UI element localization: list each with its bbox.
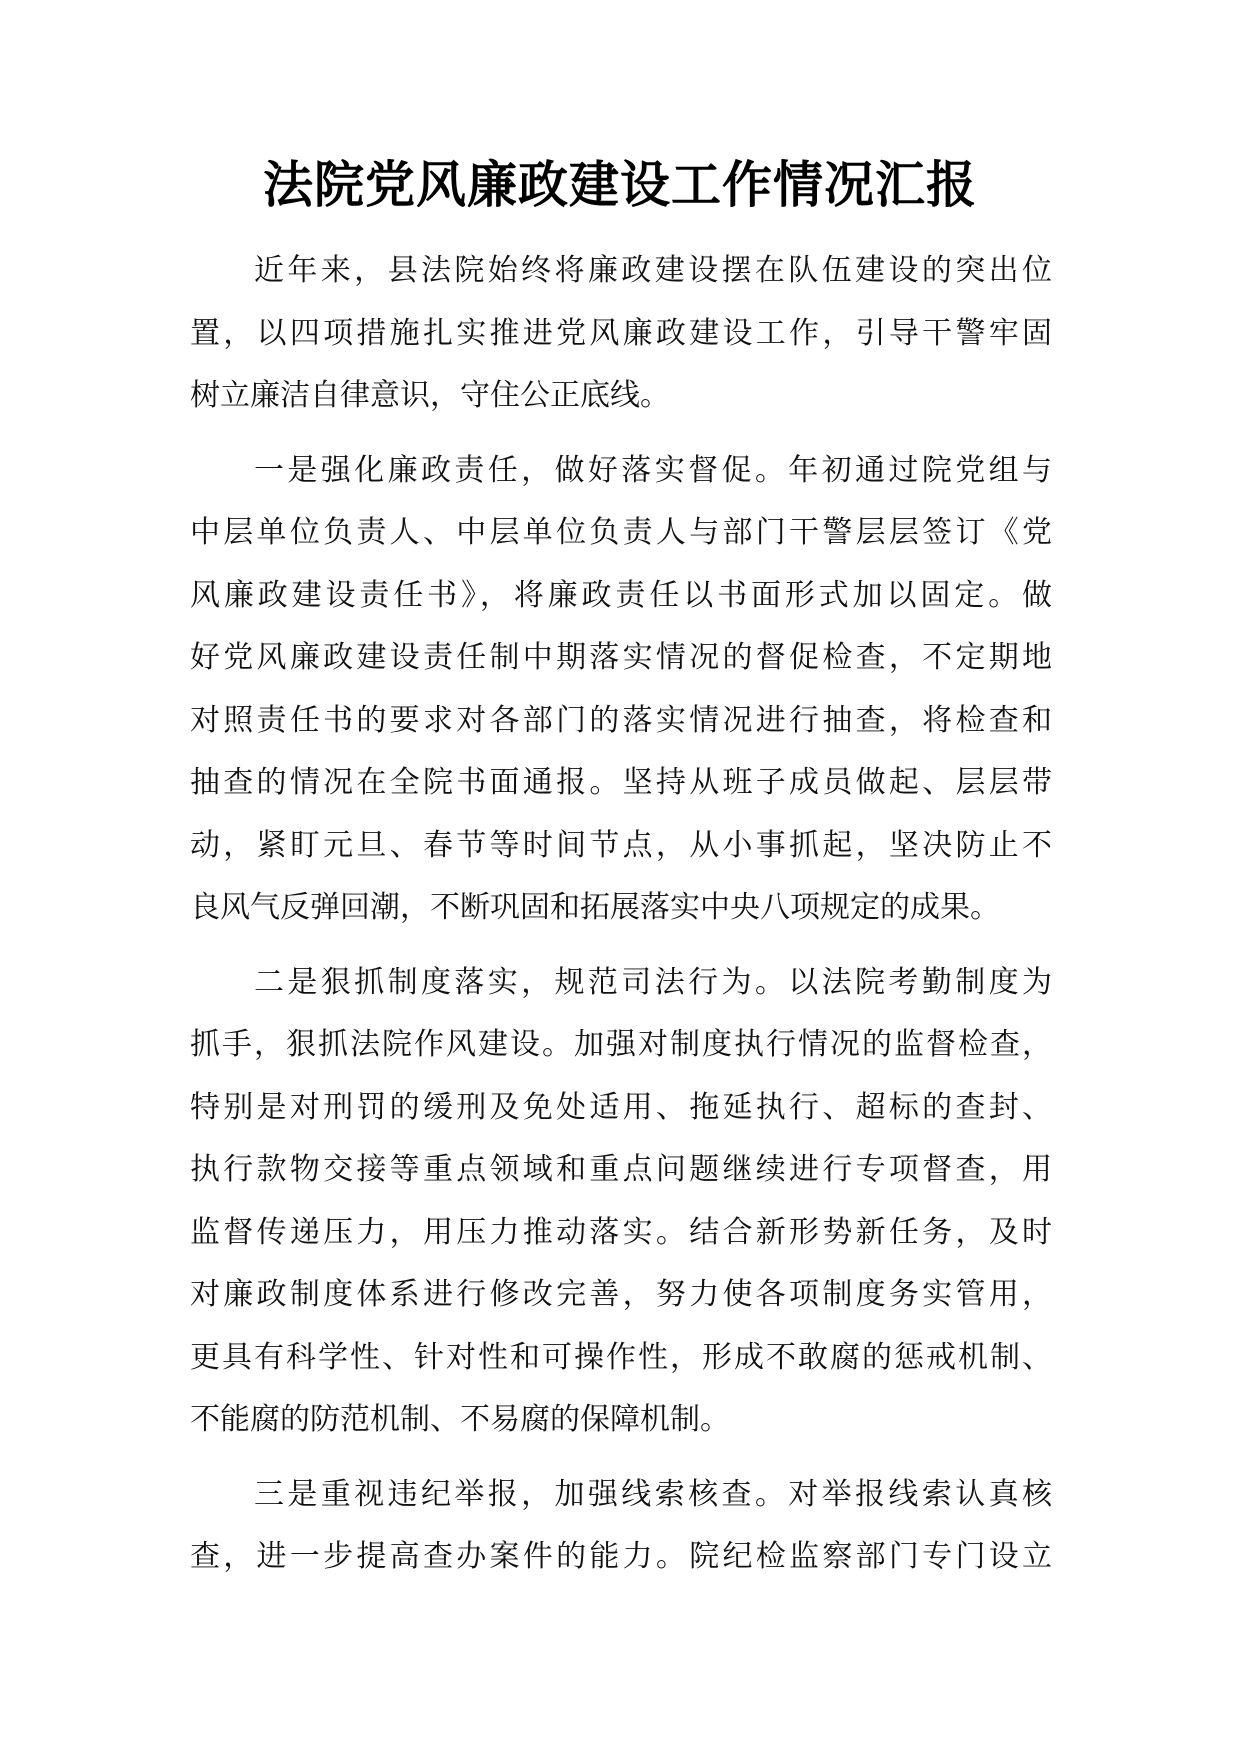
document-body (190, 240, 1052, 1589)
paragraph-line: 查，进一步提高查办案件的能力。院纪检监察部门专门设立 (190, 1539, 1052, 1574)
paragraph-line: 一是强化廉政责任，做好落实督促。年初通过院党组与 (254, 452, 1052, 488)
paragraph-line: 良风气反弹回潮，不断巩固和拓展落实中央八项规定的成果。 (190, 890, 1000, 925)
paragraph-line: 好党风廉政建设责任制中期落实情况的督促检查，不定期地 (190, 640, 1052, 675)
paragraph-intro (190, 240, 1052, 428)
paragraph-one (190, 440, 1052, 940)
paragraph-line: 对照责任书的要求对各部门的落实情况进行抽查，将检查和 (190, 702, 1052, 738)
paragraph-line: 近年来，县法院始终将廉政建设摆在队伍建设的突出位 (254, 253, 1052, 288)
paragraph-two (190, 952, 1052, 1452)
paragraph-line: 抽查的情况在全院书面通报。坚持从班子成员做起、层层带 (190, 765, 1052, 800)
paragraph-line: 置，以四项措施扎实推进党风廉政建设工作，引导干警牢固 (190, 315, 1052, 351)
paragraph-line: 抓手，狠抓法院作风建设。加强对制度执行情况的监督检查， (190, 1027, 1052, 1062)
paragraph-line: 执行款物交接等重点领域和重点问题继续进行专项督查，用 (190, 1152, 1052, 1187)
paragraph-line: 中层单位负责人、中层单位负责人与部门干警层层签订《党 (190, 515, 1052, 550)
paragraph-line: 特别是对刑罚的缓刑及免处适用、拖延执行、超标的查封、 (190, 1089, 1052, 1125)
paragraph-line: 动，紧盯元旦、春节等时间节点，从小事抓起，坚决防止不 (190, 827, 1052, 863)
paragraph-line: 对廉政制度体系进行修改完善，努力使各项制度务实管用， (190, 1277, 1052, 1312)
paragraph-line: 三是重视违纪举报，加强线索核查。对举报线索认真核 (254, 1476, 1052, 1512)
paragraph-line: 树立廉洁自律意识，守住公正底线。 (190, 378, 670, 413)
paragraph-line: 不能腐的防范机制、不易腐的保障机制。 (190, 1402, 730, 1437)
paragraph-three (190, 1464, 1052, 1589)
paragraph-line: 风廉政建设责任书》，将廉政责任以书面形式加以固定。做 (190, 577, 1052, 613)
document-title: 法院党风廉政建设工作情况汇报 (263, 155, 977, 214)
paragraph-line: 监督传递压力，用压力推动落实。结合新形势新任务，及时 (190, 1214, 1052, 1250)
paragraph-line: 更具有科学性、针对性和可操作性，形成不敢腐的惩戒机制、 (190, 1339, 1052, 1375)
paragraph-line: 二是狠抓制度落实，规范司法行为。以法院考勤制度为 (254, 964, 1052, 1000)
